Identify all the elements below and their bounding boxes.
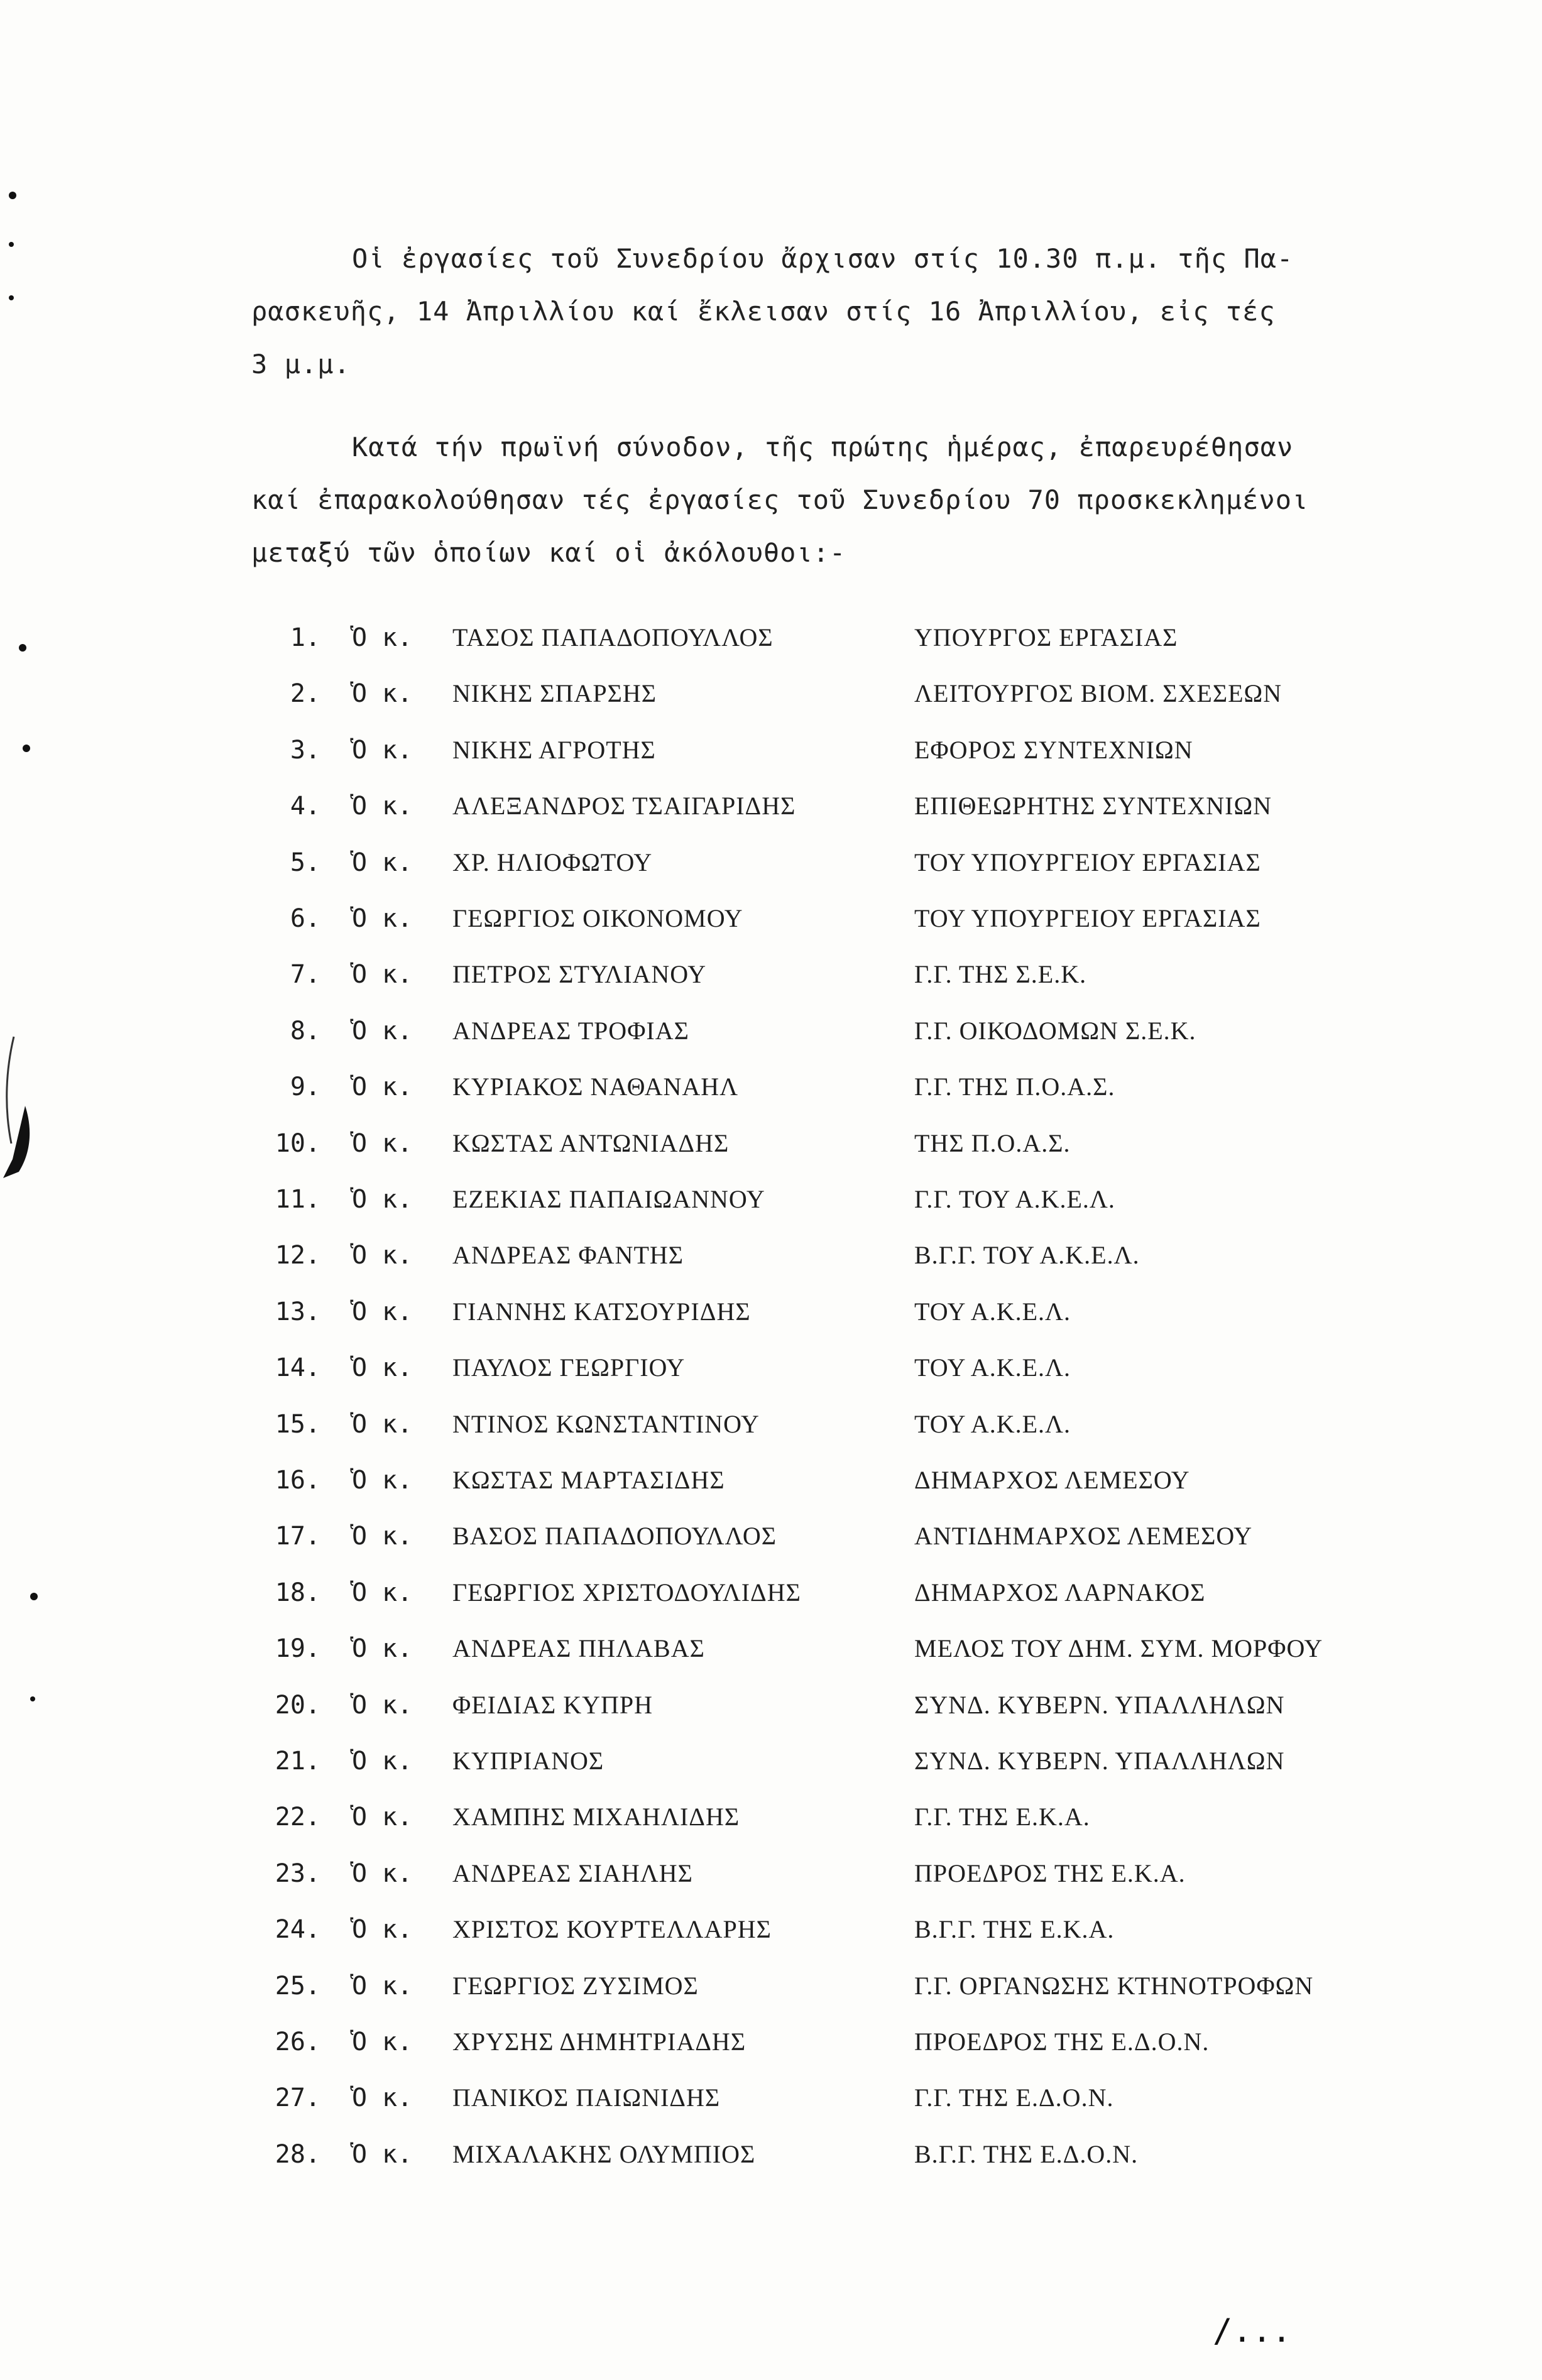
attendee-honorific: Ὁ κ. [352,1241,413,1270]
attendee-row [0,953,1542,996]
attendee-number: 22. [275,1803,320,1832]
attendee-position: ΣΥΝΔ. ΚΥΒΕΡΝ. ΥΠΑΛΛΗΛΩΝ [914,1690,1285,1719]
attendee-honorific: Ὁ κ. [352,679,413,709]
attendance-paragraph [251,421,1345,579]
binding-mark [0,1030,38,1181]
continuation-mark: /... [1213,2312,1292,2350]
attendee-position: ΕΠΙΘΕΩΡΗΤΗΣ ΣΥΝΤΕΧΝΙΩΝ [914,792,1272,821]
attendee-honorific: Ὁ κ. [352,1522,413,1551]
attendee-name: ΓΙΑΝΝΗΣ ΚΑΤΣΟΥΡΙΔΗΣ [452,1297,751,1326]
attendee-honorific: Ὁ κ. [352,1803,413,1832]
attendee-name: ΚΩΣΤΑΣ ΜΑΡΤΑΣΙΔΗΣ [452,1466,725,1494]
attendee-name: ΦΕΙΔΙΑΣ ΚΥΠΡΗ [452,1690,653,1719]
attendee-position: ΕΦΟΡΟΣ ΣΥΝΤΕΧΝΙΩΝ [914,735,1193,764]
attendee-honorific: Ὁ κ. [352,1971,413,2001]
scan-speck [9,192,16,199]
attendee-honorific: Ὁ κ. [352,904,413,933]
attendee-position: Β.Γ.Γ. ΤΗΣ Ε.Κ.Α. [914,1915,1115,1944]
attendee-position: Γ.Γ. ΤΗΣ Σ.Ε.Κ. [914,960,1087,989]
attendee-row [0,1233,1542,1277]
attendee-honorific: Ὁ κ. [352,848,413,877]
attendee-name: ΚΥΠΡΙΑΝΟΣ [452,1747,604,1775]
attendee-number: 28. [275,2139,320,2169]
attendee-name: ΧΡΥΣΗΣ ΔΗΜΗΤΡΙΑΔΗΣ [452,2028,746,2056]
attendee-honorific: Ὁ κ. [352,2139,413,2169]
attendee-row [0,841,1542,885]
attendee-honorific: Ὁ κ. [352,2083,413,2113]
attendee-name: ΑΛΕΞΑΝΔΡΟΣ ΤΣΑΙΓΑΡΙΔΗΣ [452,792,796,821]
attendee-name: ΧΡΙΣΤΟΣ ΚΟΥΡΤΕΛΛΑΡΗΣ [452,1915,772,1944]
attendee-row [0,1458,1542,1502]
scan-speck [9,295,14,300]
attendee-row [0,1122,1542,1165]
attendee-row [0,672,1542,716]
attendee-number: 12. [275,1241,320,1270]
paragraph-line: καί ἐπαρακολούθησαν τές ἐργασίες τοῦ Συνεδρίου 70 προσκεκλημένοι [251,484,1309,515]
attendee-name: ΓΕΩΡΓΙΟΣ ΟΙΚΟΝΟΜΟΥ [452,904,743,932]
attendee-position: ΠΡΟΕΔΡΟΣ ΤΗΣ Ε.Δ.Ο.Ν. [914,2028,1210,2056]
attendee-honorific: Ὁ κ. [352,1128,413,1158]
attendee-honorific: Ὁ κ. [352,735,413,765]
attendee-name: ΚΥΡΙΑΚΟΣ ΝΑΘΑΝΑΗΛ [452,1073,739,1101]
attendee-number: 23. [275,1859,320,1888]
attendee-honorific: Ὁ κ. [352,1353,413,1383]
attendee-position: Β.Γ.Γ. ΤΟΥ Α.Κ.Ε.Λ. [914,1241,1140,1270]
attendee-number: 6. [290,904,320,933]
attendee-position: Γ.Γ. ΤΗΣ Ε.Κ.Α. [914,1803,1090,1831]
attendee-position: ΑΝΤΙΔΗΜΑΡΧΟΣ ΛΕΜΕΣΟΥ [914,1522,1253,1551]
attendee-number: 19. [275,1634,320,1664]
attendee-number: 13. [275,1297,320,1326]
attendee-row [0,1571,1542,1615]
attendee-row [0,2132,1542,2176]
attendee-row [0,1627,1542,1671]
paragraph-line: Οἱ ἐργασίες τοῦ Συνεδρίου ἄρχισαν στίς 10.30 π.μ. τῆς Πα- [352,243,1294,274]
attendee-number: 26. [275,2028,320,2056]
attendee-number: 3. [290,735,320,765]
attendee-honorific: Ὁ κ. [352,1016,413,1045]
attendee-honorific: Ὁ κ. [352,1690,413,1720]
attendee-position: ΛΕΙΤΟΥΡΓΟΣ ΒΙΟΜ. ΣΧΕΣΕΩΝ [914,679,1282,708]
attendee-number: 8. [290,1016,320,1045]
attendee-position: Γ.Γ. ΤΗΣ Ε.Δ.Ο.Ν. [914,2083,1114,2112]
attendee-position: ΤΟΥ Α.Κ.Ε.Λ. [914,1409,1071,1438]
attendee-row [0,784,1542,828]
attendee-row [0,2020,1542,2064]
attendee-name: ΑΝΔΡΕΑΣ ΤΡΟΦΙΑΣ [452,1016,689,1045]
attendee-number: 2. [290,679,320,709]
attendee-position: ΤΟΥ ΥΠΟΥΡΓΕΙΟΥ ΕΡΓΑΣΙΑΣ [914,848,1261,876]
attendee-number: 15. [275,1409,320,1439]
attendee-honorific: Ὁ κ. [352,1578,413,1607]
attendee-name: ΒΑΣΟΣ ΠΑΠΑΔΟΠΟΥΛΛΟΣ [452,1522,777,1551]
opening-paragraph [251,232,1345,391]
attendee-position: Γ.Γ. ΤΟΥ Α.Κ.Ε.Λ. [914,1185,1115,1213]
attendee-honorific: Ὁ κ. [352,960,413,990]
attendee-row [0,1065,1542,1109]
attendee-position: Β.Γ.Γ. ΤΗΣ Ε.Δ.Ο.Ν. [914,2139,1139,2168]
attendee-number: 14. [275,1353,320,1383]
attendee-row [0,1795,1542,1839]
attendee-number: 16. [275,1466,320,1495]
attendee-name: ΠΑΝΙΚΟΣ ΠΑΙΩΝΙΔΗΣ [452,2083,721,2112]
attendee-honorific: Ὁ κ. [352,1466,413,1495]
attendee-number: 18. [275,1578,320,1607]
attendee-name: ΝΤΙΝΟΣ ΚΩΝΣΤΑΝΤΙΝΟΥ [452,1409,760,1438]
attendee-name: ΠΕΤΡΟΣ ΣΤΥΛΙΑΝΟΥ [452,960,707,989]
attendee-name: ΜΙΧΑΛΑΚΗΣ ΟΛΥΜΠΙΟΣ [452,2139,756,2168]
attendee-honorific: Ὁ κ. [352,1073,413,1102]
scan-speck [23,745,30,752]
attendee-row [0,1514,1542,1558]
attendee-name: ΚΩΣΤΑΣ ΑΝΤΩΝΙΑΔΗΣ [452,1128,730,1157]
attendee-number: 10. [275,1128,320,1158]
attendee-number: 21. [275,1747,320,1776]
attendee-name: ΑΝΔΡΕΑΣ ΠΗΛΑΒΑΣ [452,1634,705,1663]
attendee-number: 24. [275,1915,320,1945]
attendee-honorific: Ὁ κ. [352,1409,413,1439]
attendee-number: 11. [275,1185,320,1214]
paragraph-line: ρασκευῆς, 14 Ἀπριλλίου καί ἔκλεισαν στίς 16 Ἀπριλλίου, εἰς τές [251,296,1276,327]
attendee-name: ΝΙΚΗΣ ΣΠΑΡΣΗΣ [452,679,657,708]
attendee-position: ΤΗΣ Π.Ο.Α.Σ. [914,1128,1071,1157]
attendee-number: 1. [290,623,320,652]
attendee-number: 25. [275,1971,320,2001]
attendee-row [0,1009,1542,1053]
attendee-name: ΝΙΚΗΣ ΑΓΡΟΤΗΣ [452,735,656,764]
attendee-number: 7. [290,960,320,990]
attendee-position: ΠΡΟΕΔΡΟΣ ΤΗΣ Ε.Κ.Α. [914,1859,1186,1887]
attendee-name: ΓΕΩΡΓΙΟΣ ΖΥΣΙΜΟΣ [452,1971,699,2000]
scan-speck [30,1593,38,1600]
attendee-position: ΔΗΜΑΡΧΟΣ ΛΕΜΕΣΟΥ [914,1466,1190,1494]
attendee-number: 4. [290,792,320,821]
attendee-honorific: Ὁ κ. [352,1747,413,1776]
attendee-honorific: Ὁ κ. [352,792,413,821]
attendee-row [0,1964,1542,2008]
attendee-name: ΑΝΔΡΕΑΣ ΦΑΝΤΗΣ [452,1241,684,1270]
attendee-row [0,1908,1542,1951]
attendee-name: ΓΕΩΡΓΙΟΣ ΧΡΙΣΤΟΔΟΥΛΙΔΗΣ [452,1578,801,1607]
attendee-number: 17. [275,1522,320,1551]
attendee-position: Γ.Γ. ΟΙΚΟΔΟΜΩΝ Σ.Ε.Κ. [914,1016,1196,1045]
attendee-honorific: Ὁ κ. [352,1859,413,1888]
paragraph-line: μεταξύ τῶν ὁποίων καί οἱ ἀκόλουθοι:- [251,537,846,568]
attendee-position: Γ.Γ. ΟΡΓΑΝΩΣΗΣ ΚΤΗΝΟΤΡΟΦΩΝ [914,1971,1314,2000]
attendee-number: 5. [290,848,320,877]
attendee-honorific: Ὁ κ. [352,1634,413,1664]
attendee-number: 27. [275,2083,320,2113]
attendee-position: Γ.Γ. ΤΗΣ Π.Ο.Α.Σ. [914,1073,1115,1101]
attendee-row [0,1177,1542,1221]
attendee-position: ΤΟΥ ΥΠΟΥΡΓΕΙΟΥ ΕΡΓΑΣΙΑΣ [914,904,1261,932]
attendee-row [0,2076,1542,2120]
attendee-row [0,1290,1542,1334]
attendee-row [0,616,1542,660]
scan-speck [9,242,14,247]
attendee-position: ΤΟΥ Α.Κ.Ε.Λ. [914,1297,1071,1326]
attendee-position: ΥΠΟΥΡΓΟΣ ΕΡΓΑΣΙΑΣ [914,623,1178,652]
attendee-honorific: Ὁ κ. [352,1915,413,1945]
attendee-name: ΧΑΜΠΗΣ ΜΙΧΑΗΛΙΔΗΣ [452,1803,740,1831]
attendee-honorific: Ὁ κ. [352,2028,413,2056]
paragraph-line: 3 μ.μ. [251,349,351,379]
attendee-name: ΧΡ. ΗΛΙΟΦΩΤΟΥ [452,848,653,876]
scan-speck [19,644,26,652]
attendee-position: ΤΟΥ Α.Κ.Ε.Λ. [914,1353,1071,1382]
attendee-number: 9. [290,1073,320,1102]
attendee-row [0,1739,1542,1783]
attendee-honorific: Ὁ κ. [352,623,413,652]
attendee-row [0,1852,1542,1896]
attendee-name: ΤΑΣΟΣ ΠΑΠΑΔΟΠΟΥΛΛΟΣ [452,623,774,652]
attendee-position: ΔΗΜΑΡΧΟΣ ΛΑΡΝΑΚΟΣ [914,1578,1206,1607]
attendee-row [0,728,1542,772]
attendee-number: 20. [275,1690,320,1720]
attendee-name: ΕΖΕΚΙΑΣ ΠΑΠΑΙΩΑΝΝΟΥ [452,1185,765,1213]
attendee-row [0,1402,1542,1446]
attendee-position: ΜΕΛΟΣ ΤΟΥ ΔΗΜ. ΣΥΜ. ΜΟΡΦΟΥ [914,1634,1323,1663]
attendee-honorific: Ὁ κ. [352,1185,413,1214]
attendee-row [0,1683,1542,1727]
attendee-honorific: Ὁ κ. [352,1297,413,1326]
attendee-name: ΠΑΥΛΟΣ ΓΕΩΡΓΙΟΥ [452,1353,686,1382]
attendee-row [0,897,1542,941]
paragraph-line: Κατά τήν πρωϊνή σύνοδον, τῆς πρώτης ἡμέρας, ἐπαρευρέθησαν [352,432,1294,462]
attendee-row [0,1346,1542,1390]
attendee-position: ΣΥΝΔ. ΚΥΒΕΡΝ. ΥΠΑΛΛΗΛΩΝ [914,1747,1285,1775]
scan-speck [30,1696,35,1701]
attendee-name: ΑΝΔΡΕΑΣ ΣΙΑΗΛΗΣ [452,1859,693,1887]
